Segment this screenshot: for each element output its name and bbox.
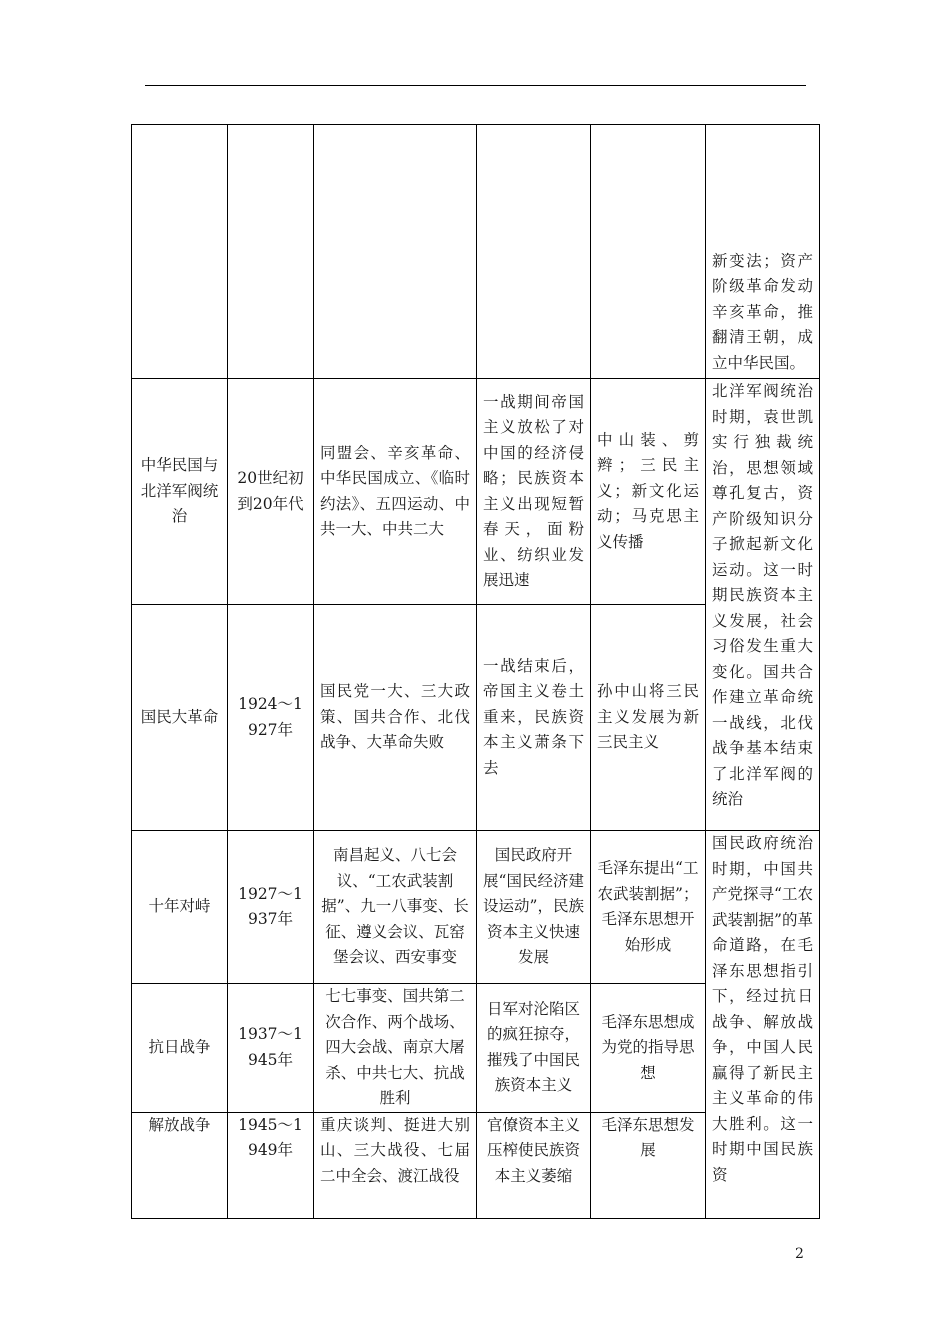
thought-cell: 毛泽东思想成为党的指导思想: [591, 984, 706, 1113]
summary-cell-3: 国民政府统治时期，中国共产党探寻“工农武装割据”的革命道路，在毛泽东思想指引下，经过抗日战争、解放战争，中国人民赢得了新民主主义革命的伟大胜利。这一时期中国民族资: [706, 831, 820, 1219]
economy-cell: 一战期间帝国主义放松了对中国的经济侵略；民族资本主义出现短暂春天，面粉业、纺织业发展迅速: [477, 379, 591, 605]
header-rule: [145, 85, 806, 86]
thought-cell: 孙中山将三民主义发展为新三民主义: [591, 605, 706, 831]
thought-cell: 毛泽东思想发展: [591, 1112, 706, 1218]
table-row: [132, 379, 820, 605]
thought-cell: [591, 125, 706, 379]
years-cell: 1924～1927年: [228, 605, 314, 831]
economy-cell: 国民政府开展“国民经济建设运动”，民族资本主义快速发展: [477, 831, 591, 984]
period-cell: [132, 125, 228, 379]
economy-cell: 一战结束后，帝国主义卷土重来，民族资本主义萧条下去: [477, 605, 591, 831]
economy-cell: 官僚资本主义压榨使民族资本主义萎缩: [477, 1112, 591, 1218]
events-cell: 七七事变、国共第二次合作、两个战场、四大会战、南京大屠杀、中共七大、抗战胜利: [314, 984, 477, 1113]
years-cell: 20世纪初到20年代: [228, 379, 314, 605]
years-cell: 1927～1937年: [228, 831, 314, 984]
table-row: [132, 125, 820, 379]
events-cell: 重庆谈判、挺进大别山、三大战役、七届二中全会、渡江战役: [314, 1112, 477, 1218]
history-table: [131, 124, 820, 1219]
years-cell: 1945～1949年: [228, 1112, 314, 1218]
events-cell: 国民党一大、三大政策、国共合作、北伐战争、大革命失败: [314, 605, 477, 831]
events-cell: [314, 125, 477, 379]
years-cell: [228, 125, 314, 379]
thought-cell: 中山装、剪辫；三民主义；新文化运动；马克思主义传播: [591, 379, 706, 605]
economy-cell: 日军对沦陷区的疯狂掠夺，摧残了中国民族资本主义: [477, 984, 591, 1113]
period-cell: 国民大革命: [132, 605, 228, 831]
summary-cell-1: 新变法；资产阶级革命发动辛亥革命，推翻清王朝，成立中华民国。: [706, 125, 820, 379]
economy-cell: [477, 125, 591, 379]
period-cell: 中华民国与北洋军阀统治: [132, 379, 228, 605]
page-number: 2: [795, 1246, 804, 1262]
table-row: [132, 831, 820, 984]
summary-cell-2: 北洋军阀统治时期，袁世凯实行独裁统治，思想领域尊孔复古，资产阶级知识分子掀起新文化运动。这一时期民族资本主义发展，社会习俗发生重大变化。国共合作建立革命统一战线，北伐战争基本结束了北洋军阀的统治: [706, 379, 820, 831]
period-cell: 十年对峙: [132, 831, 228, 984]
period-cell: 解放战争: [132, 1112, 228, 1218]
thought-cell: 毛泽东提出“工农武装割据”；毛泽东思想开始形成: [591, 831, 706, 984]
events-cell: 同盟会、辛亥革命、中华民国成立、《临时约法》、五四运动、中共一大、中共二大: [314, 379, 477, 605]
events-cell: 南昌起义、八七会议、“工农武装割据”、九一八事变、长征、遵义会议、瓦窑堡会议、西安事变: [314, 831, 477, 984]
period-cell: 抗日战争: [132, 984, 228, 1113]
years-cell: 1937～1945年: [228, 984, 314, 1113]
